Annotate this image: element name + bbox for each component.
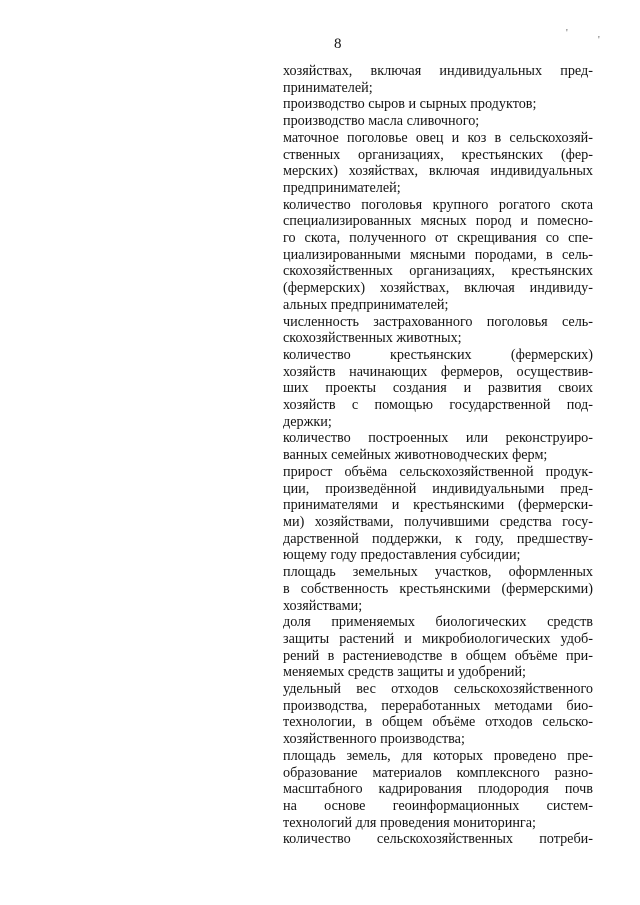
text-line: площадь земельных участков, оформленных <box>283 564 593 581</box>
margin-mark: ' <box>566 28 568 39</box>
text-line: хозяйств начинающих фермеров, осуществив- <box>283 363 593 380</box>
text-line: скохозяйственных организациях, крестьянских <box>283 263 593 280</box>
text-line: дарственной поддержки, к году, предшеству- <box>283 530 593 547</box>
text-line: ми) хозяйствами, получившими средства госу- <box>283 513 593 530</box>
text-line: меняемых средств защиты и удобрений; <box>283 664 526 681</box>
text-line: циализированными мясными породами, в сель- <box>283 246 593 263</box>
text-line: хозяйствах, включая индивидуальных пред- <box>283 63 593 79</box>
page-number: 8 <box>334 36 342 52</box>
text-line: защиты растений и микробиологических удоб- <box>283 630 593 647</box>
text-line: го скота, полученного от скрещивания со спе- <box>283 230 593 247</box>
text-line: количество поголовья крупного рогатого скота <box>283 196 593 213</box>
text-line: производство сыров и сырных продуктов; <box>283 96 537 113</box>
text-line: технологий для проведения мониторинга; <box>283 814 536 831</box>
text-line: (фермерских) хозяйствах, включая индивиду- <box>283 280 593 297</box>
text-line: количество крестьянских (фермерских) <box>283 346 593 363</box>
text-line: предпринимателей; <box>283 179 401 196</box>
text-line: ющему году предоставления субсидии; <box>283 547 521 564</box>
text-line: маточное поголовье овец и коз в сельскохозяй- <box>283 129 593 146</box>
margin-mark: ' <box>598 35 600 46</box>
text-line: ственных организациях, крестьянских (фер- <box>283 146 593 163</box>
text-line: ции, произведённой индивидуальными пред- <box>283 480 593 497</box>
text-line: хозяйственного производства; <box>283 731 465 748</box>
text-line: удельный вес отходов сельскохозяйственного <box>283 681 593 698</box>
text-line: принимателей; <box>283 79 373 96</box>
text-line: в собственность крестьянскими (фермерскими) <box>283 580 593 597</box>
document-text-column <box>283 63 593 848</box>
text-line: ших проекты создания и развития своих <box>283 380 593 397</box>
text-line: на основе геоинформационных систем- <box>283 797 593 814</box>
text-line: производство масла сливочного; <box>283 113 480 130</box>
text-line: технологии, в общем объёме отходов сельско- <box>283 714 593 731</box>
text-line: мерских) хозяйствах, включая индивидуальных <box>283 163 593 180</box>
text-line: рений в растениеводстве в общем объёме при- <box>283 647 593 664</box>
text-line: ванных семейных животноводческих ферм; <box>283 447 548 464</box>
text-line: хозяйствами; <box>283 597 363 614</box>
text-line: доля применяемых биологических средств <box>283 614 593 631</box>
text-line: специализированных мясных пород и помесно- <box>283 213 593 230</box>
text-line: принимателями и крестьянскими (фермерски- <box>283 497 593 514</box>
text-line: прирост объёма сельскохозяйственной продук- <box>283 463 593 480</box>
text-line: хозяйств с помощью государственной под- <box>283 397 593 414</box>
text-line: производства, переработанных методами био- <box>283 697 593 714</box>
text-line: численность застрахованного поголовья сель- <box>283 313 593 330</box>
text-line: количество построенных или реконструиро- <box>283 430 593 447</box>
text-line: образование материалов комплексного разно- <box>283 764 593 781</box>
text-line: площадь земель, для которых проведено пре- <box>283 747 593 764</box>
text-line: альных предпринимателей; <box>283 296 449 313</box>
text-line: скохозяйственных животных; <box>283 330 462 347</box>
text-line: масштабного кадрирования плодородия почв <box>283 781 593 798</box>
text-line: держки; <box>283 413 332 430</box>
text-line: количество сельскохозяйственных потреби- <box>283 831 593 848</box>
